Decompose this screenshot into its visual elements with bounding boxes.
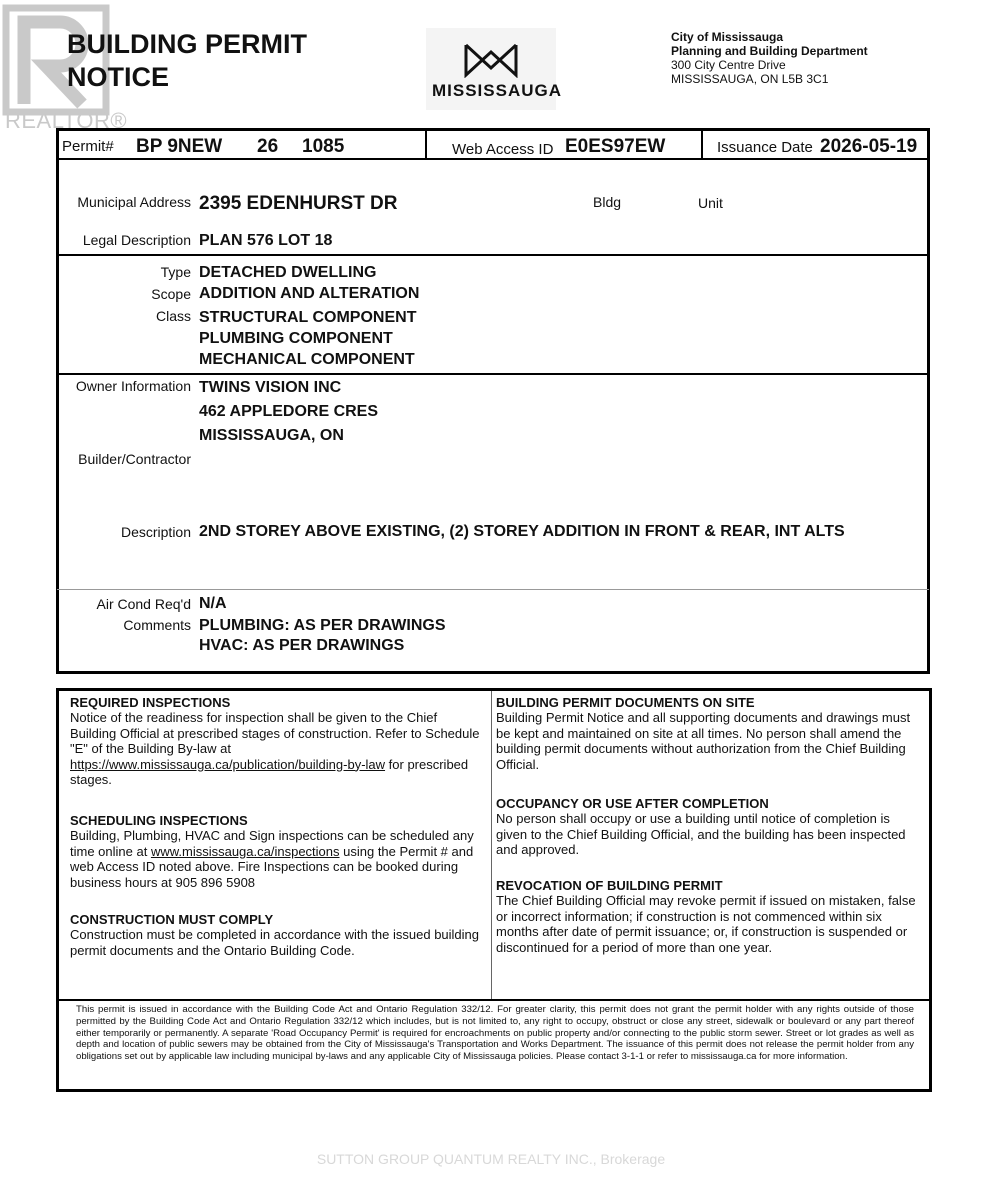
- occupancy-text: No person shall occupy or use a building until notice of completion is given to the Chief Building Official, and the building has been inspected and approved.: [496, 811, 906, 857]
- required-inspections-section: [70, 695, 482, 788]
- title-line-1: BUILDING PERMIT: [67, 29, 307, 59]
- divider: [491, 691, 492, 999]
- air-cond-value: N/A: [199, 595, 227, 612]
- legal-description: PLAN 576 LOT 18: [199, 232, 333, 249]
- divider: [57, 158, 929, 160]
- dept-city-postal: MISSISSAUGA, ON L5B 3C1: [671, 72, 829, 86]
- scheduling-inspections-title: SCHEDULING INSPECTIONS: [70, 813, 248, 828]
- required-inspections-body: Notice of the readiness for inspection shall be given to the Chief Building Official at prescribed stages of construction. Refer to Schedule "E" of the Building By-law at: [70, 710, 480, 756]
- comment-line: HVAC: AS PER DRAWINGS: [199, 637, 405, 654]
- divider: [57, 589, 929, 590]
- builder-label: Builder/Contractor: [78, 451, 191, 467]
- scheduling-body-1: Building, Plumbing, HVAC and Sign inspections can be scheduled any time online at: [70, 828, 474, 859]
- divider: [701, 130, 703, 159]
- issuance-date: 2026-05-19: [820, 136, 918, 157]
- web-access-id: E0ES97EW: [565, 136, 666, 157]
- construction-comply-text: Construction must be completed in accordance with the issued building permit documents and the Ontario Building Code.: [70, 927, 480, 958]
- class-item: MECHANICAL COMPONENT: [199, 351, 415, 368]
- municipal-address-label: Municipal Address: [77, 194, 191, 210]
- bldg-label: Bldg: [593, 194, 622, 210]
- required-inspections-tail: for prescribed stages.: [70, 756, 469, 787]
- dept-name: Planning and Building Department: [671, 44, 868, 58]
- dept-city: City of Mississauga: [671, 30, 784, 44]
- class-label: Class: [155, 308, 191, 324]
- divider: [57, 254, 929, 256]
- permit-year: 26: [257, 136, 279, 157]
- scheduling-inspections-text: [70, 828, 482, 890]
- occupancy-section: [496, 796, 920, 858]
- web-access-label: Web Access ID: [452, 141, 554, 158]
- type-label: Type: [160, 264, 191, 280]
- class-item: STRUCTURAL COMPONENT: [199, 309, 417, 326]
- legal-fine-print: This permit is issued in accordance with the Building Code Act and Ontario Regulation 332/12. For greater clarity, this permit does not grant the permit holder with any rights outside of those permitted by the Building Code Act and Ontario Regulation 332/12 which includes, but is not limited to, any right to occupy, obstruct or close any street, sidewalk or boulevard or any part thereof either temporarily or permanently. A separate 'Road Occupancy Permit' is required for encroachments on public property and/or connecting to the public storm sewer. Street or lot grades as well as depth and location of public sewers may be obtained from the City of Mississauga's Transportation and Works Department. The issuance of this permit does not release the permit holder from any obligations set out by applicable law including municipal by-laws and any applicable City of Mississauga policies. Please contact 3-1-1 or refer to mississauga.ca for more information.: [76, 1004, 914, 1063]
- permit-label: Permit#: [62, 138, 114, 155]
- comment-line: PLUMBING: AS PER DRAWINGS: [199, 617, 446, 634]
- type-value: DETACHED DWELLING: [199, 264, 377, 281]
- documents-on-site-title: BUILDING PERMIT DOCUMENTS ON SITE: [496, 695, 755, 710]
- title-line-2: NOTICE: [67, 62, 170, 92]
- construction-comply-title: CONSTRUCTION MUST COMPLY: [70, 912, 274, 927]
- legal-description-label: Legal Description: [82, 232, 191, 248]
- divider: [425, 130, 427, 159]
- department-address: [671, 30, 868, 86]
- description-value: 2ND STOREY ABOVE EXISTING, (2) STOREY ADDITION IN FRONT & REAR, INT ALTS: [199, 523, 845, 540]
- revocation-section: [496, 878, 920, 955]
- brokerage-watermark: SUTTON GROUP QUANTUM REALTY INC., Brokerage: [316, 1151, 666, 1167]
- logo-text: MISSISSAUGA: [432, 81, 563, 100]
- divider: [57, 373, 929, 375]
- mississauga-mark-icon: [463, 42, 519, 78]
- divider: [58, 999, 930, 1001]
- unit-label: Unit: [698, 195, 723, 211]
- owner-city: MISSISSAUGA, ON: [199, 427, 344, 444]
- owner-address: 462 APPLEDORE CRES: [199, 403, 379, 420]
- required-inspections-text: [70, 710, 482, 788]
- inspections-link[interactable]: www.mississauga.ca/inspections: [150, 843, 340, 859]
- building-bylaw-link[interactable]: https://www.mississauga.ca/publication/building-by-law: [70, 756, 386, 772]
- documents-on-site-text: Building Permit Notice and all supporting documents and drawings must be kept and maintained on site at all times. No person shall amend the building permit documents without authorization from the Chief Building Official.: [496, 710, 911, 772]
- class-item: PLUMBING COMPONENT: [199, 330, 393, 347]
- construction-comply-section: [70, 912, 482, 958]
- realtor-watermark: REALTOR®: [5, 108, 128, 133]
- revocation-title: REVOCATION OF BUILDING PERMIT: [496, 878, 723, 893]
- owner-name: TWINS VISION INC: [199, 379, 342, 396]
- scheduling-body-2: using the Permit # and web Access ID noted above. Fire Inspections can be booked during business hours at 905 896 5908: [70, 843, 474, 890]
- permit-number: 1085: [302, 136, 345, 157]
- documents-on-site-section: [496, 695, 920, 772]
- page-title: [67, 28, 307, 94]
- scheduling-inspections-section: [70, 813, 482, 890]
- revocation-text: The Chief Building Official may revoke permit if issued on mistaken, false or incorrect information; if construction is not commenced within six months after date of permit issuance; or, if construction is suspended or discontinued for a period of more than one year.: [496, 893, 916, 955]
- issuance-label: Issuance Date: [717, 139, 813, 156]
- description-label: Description: [120, 524, 191, 540]
- owner-label: Owner Information: [75, 378, 191, 394]
- scope-label: Scope: [151, 286, 191, 302]
- permit-prefix: BP 9NEW: [136, 136, 223, 157]
- comments-label: Comments: [123, 617, 191, 633]
- air-cond-label: Air Cond Req'd: [96, 596, 191, 612]
- municipal-address: 2395 EDENHURST DR: [199, 193, 398, 214]
- dept-street: 300 City Centre Drive: [671, 58, 786, 72]
- scope-value: ADDITION AND ALTERATION: [199, 285, 420, 302]
- occupancy-title: OCCUPANCY OR USE AFTER COMPLETION: [496, 796, 769, 811]
- required-inspections-title: REQUIRED INSPECTIONS: [70, 695, 231, 710]
